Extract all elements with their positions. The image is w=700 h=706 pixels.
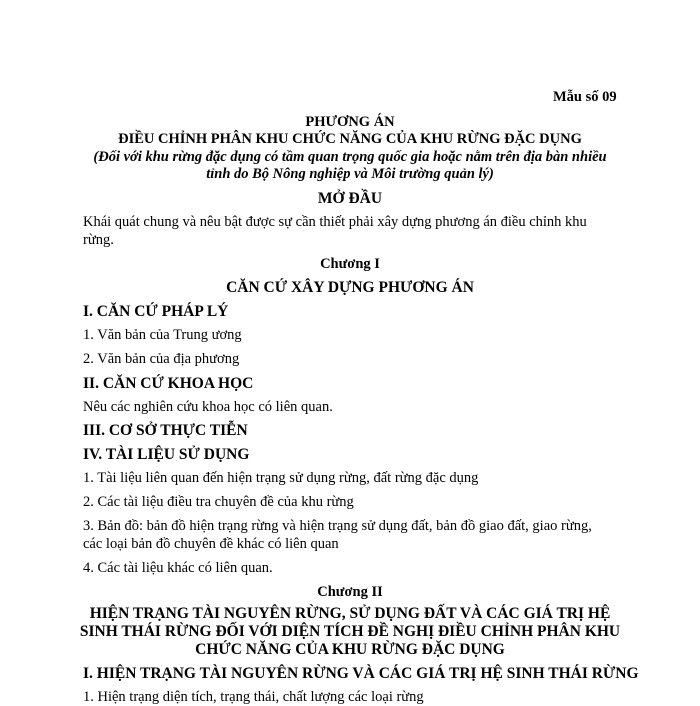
form-number: Mẫu số 09: [553, 89, 617, 105]
chapter-2-title-line-2: SINH THÁI RỪNG ĐỐI VỚI DIỆN TÍCH ĐỀ NGHỊ ĐIỀU CHỈNH PHÂN KHU: [79, 623, 621, 640]
list-item-continuation: các loại bản đồ chuyên đề khác có liên quan: [83, 536, 339, 552]
list-item: 3. Bản đồ: bản đồ hiện trạng rừng và hiện trạng sử dụng đất, bản đồ giao đất, giao rừng,: [83, 518, 592, 534]
section-documents-used-heading: IV. TÀI LIỆU SỬ DỤNG: [83, 446, 250, 463]
chapter-2-title-line-1: HIỆN TRẠNG TÀI NGUYÊN RỪNG, SỬ DỤNG ĐẤT VÀ CÁC GIÁ TRỊ HỆ: [89, 605, 611, 622]
chapter-1-title: CĂN CỨ XÂY DỰNG PHƯƠNG ÁN: [226, 279, 474, 296]
list-item: 1. Tài liệu liên quan đến hiện trạng sử dụng rừng, đất rừng đặc dụng: [83, 470, 479, 486]
list-item: 2. Văn bản của địa phương: [83, 351, 240, 367]
document-subtitle-line-2: tỉnh do Bộ Nông nghiệp và Môi trường quản lý): [206, 166, 494, 182]
section-scientific-basis-text: Nêu các nghiên cứu khoa học có liên quan.: [83, 399, 333, 415]
list-item: 1. Văn bản của Trung ương: [83, 327, 242, 343]
intro-heading: MỞ ĐẦU: [317, 190, 383, 207]
chapter-2-label: Chương II: [317, 584, 383, 600]
chapter-2-title-line-3: CHỨC NĂNG CỦA KHU RỪNG ĐẶC DỤNG: [195, 641, 505, 658]
intro-text-line-1: Khái quát chung và nêu bật được sự cần thiết phải xây dựng phương án điều chỉnh khu: [83, 214, 587, 230]
list-item: 2. Các tài liệu điều tra chuyên đề của khu rừng: [83, 494, 354, 510]
list-item: 4. Các tài liệu khác có liên quan.: [83, 560, 273, 576]
chapter-1-label: Chương I: [320, 256, 380, 272]
document-title: PHƯƠNG ÁN: [305, 114, 395, 130]
section-forest-resources-heading: I. HIỆN TRẠNG TÀI NGUYÊN RỪNG VÀ CÁC GIÁ TRỊ HỆ SINH THÁI RỪNG: [83, 665, 639, 682]
list-item: 1. Hiện trạng diện tích, trạng thái, chất lượng các loại rừng: [83, 689, 424, 705]
section-scientific-basis-heading: II. CĂN CỨ KHOA HỌC: [83, 375, 254, 392]
section-legal-basis-heading: I. CĂN CỨ PHÁP LÝ: [83, 303, 229, 320]
section-practical-basis-heading: III. CƠ SỞ THỰC TIỄN: [83, 422, 248, 439]
document-subtitle-line-1: (Đối với khu rừng đặc dụng có tầm quan trọng quốc gia hoặc nằm trên địa bàn nhiều: [93, 149, 607, 165]
document-title-line-2: ĐIỀU CHỈNH PHÂN KHU CHỨC NĂNG CỦA KHU RỪNG ĐẶC DỤNG: [118, 131, 582, 147]
intro-text-line-2: rừng.: [83, 232, 114, 248]
